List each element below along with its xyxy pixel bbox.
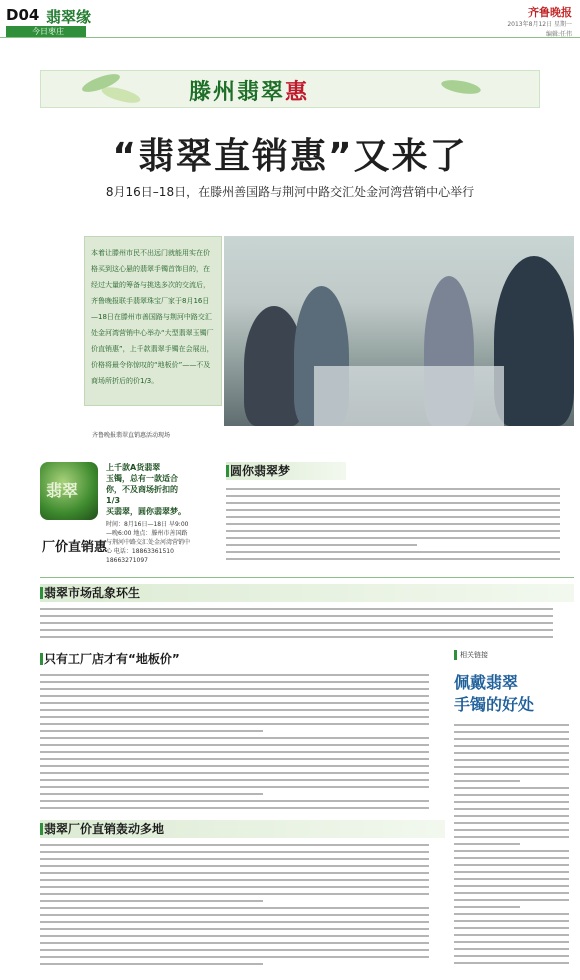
text-line — [454, 913, 569, 915]
text-line — [40, 928, 429, 930]
leaf-decoration — [100, 84, 142, 106]
text-line — [40, 622, 553, 624]
text-line — [226, 523, 560, 525]
dream-text — [226, 488, 574, 568]
headline: “翡翠直销惠”又来了 — [112, 136, 468, 177]
page-header — [0, 0, 580, 38]
text-line — [454, 738, 569, 740]
section-title-factory: 只有工厂店才有“地板价” — [40, 650, 240, 668]
text-line — [454, 934, 569, 936]
lead-box — [84, 236, 222, 406]
text-line — [454, 962, 569, 964]
text-line — [40, 786, 429, 788]
text-line — [454, 871, 569, 873]
chaos-text — [40, 608, 574, 644]
text-line — [40, 872, 429, 874]
text-line — [454, 899, 569, 901]
text-line — [454, 864, 569, 866]
text-line — [40, 716, 429, 718]
section-title-dream: 圆你翡翠梦 — [226, 462, 346, 480]
text-line — [40, 758, 429, 760]
text-line — [40, 688, 429, 690]
text-line — [40, 942, 429, 944]
text-line — [454, 920, 569, 922]
editor-line: 编辑:任伟 — [545, 31, 572, 38]
subheadline: 8月16日–18日，在滕州善国路与荆河中路交汇处金河湾营销中心举行 — [105, 185, 475, 199]
text-line — [454, 752, 569, 754]
jade-stone-label: 翡翠 — [46, 481, 79, 500]
text-line — [454, 955, 569, 957]
text-line — [454, 892, 569, 894]
text-line — [454, 850, 569, 852]
text-line — [226, 544, 417, 546]
text-line — [454, 857, 569, 859]
header-meta — [507, 20, 572, 40]
text-line — [40, 744, 429, 746]
text-line — [40, 709, 429, 711]
related-text — [454, 724, 574, 974]
text-line — [40, 935, 429, 937]
text-line — [40, 695, 429, 697]
text-line — [454, 885, 569, 887]
text-line — [40, 851, 429, 853]
photo-caption: 齐鲁晚报翡翠直销惠活动现场 — [92, 432, 171, 439]
text-line — [454, 941, 569, 943]
text-line — [40, 681, 429, 683]
section-name: 翡翠缘 — [46, 8, 92, 26]
text-line — [454, 927, 569, 929]
text-line — [40, 893, 429, 895]
text-line — [40, 765, 429, 767]
text-line — [40, 608, 553, 610]
text-line — [40, 730, 263, 732]
banner-title-a: 滕州 — [189, 79, 238, 105]
text-line — [40, 844, 429, 846]
text-line — [454, 724, 569, 726]
event-banner — [40, 70, 540, 108]
text-line — [40, 779, 429, 781]
text-line — [40, 636, 553, 638]
text-line — [40, 772, 429, 774]
text-line — [454, 878, 569, 880]
text-line — [40, 629, 553, 631]
text-line — [40, 737, 429, 739]
text-line — [40, 865, 429, 867]
text-line — [40, 615, 553, 617]
text-line — [40, 723, 429, 725]
lead-text: 本着让滕州市民不出远门就能用实在价格买到这心悬的翡翠手镯首饰目的，在经过大量的筹备与挑选多次的交流后，齐鲁晚报联手翡翠珠宝厂家于8月16日—18日在滕州市善国路与荆河中路交汇处金河湾营销中心举办“大型翡翠玉镯厂价直销惠”，上千款翡翠手镯在会展出，价格将最令你惊叹的“地板价”——不及商场所折后的价1/3。 — [91, 249, 214, 385]
text-line — [40, 963, 263, 965]
text-line — [454, 808, 569, 810]
text-line — [40, 807, 429, 809]
section-sub: 今日枣庄 — [6, 26, 86, 37]
text-line — [226, 488, 560, 490]
text-line — [454, 801, 569, 803]
text-line — [40, 921, 429, 923]
date-line: 2013年8月12日 星期一 — [507, 21, 572, 28]
banner-title-b: 翡翠 — [237, 79, 286, 105]
ad-line: 上千款A货翡翠 — [106, 463, 161, 472]
text-line — [40, 949, 429, 951]
related-link-box — [454, 650, 574, 975]
event-photo — [224, 236, 574, 426]
text-line — [40, 800, 429, 802]
text-line — [226, 537, 560, 539]
ad-headline — [106, 462, 192, 517]
banner-title-c: 惠 — [285, 79, 310, 105]
text-line — [40, 702, 429, 704]
paper-logo: 齐鲁晚报 — [528, 6, 572, 19]
section-title-chaos: 翡翠市场乱象环生 — [40, 584, 574, 602]
text-line — [226, 551, 560, 553]
section-title-event: 翡翠厂价直销轰动多地 — [40, 820, 445, 838]
factory-text — [40, 674, 445, 814]
text-line — [454, 822, 569, 824]
text-line — [454, 787, 569, 789]
event-text — [40, 844, 445, 974]
text-line — [226, 558, 560, 560]
text-line — [454, 815, 569, 817]
text-line — [40, 907, 429, 909]
text-line — [454, 773, 569, 775]
text-line — [40, 858, 429, 860]
text-line — [226, 516, 560, 518]
text-line — [454, 759, 569, 761]
ad-line: 你，不及商场折扣的1/3 — [106, 485, 178, 505]
text-line — [454, 843, 520, 845]
related-title: 佩戴翡翠 手镯的好处 — [454, 673, 535, 714]
text-line — [40, 886, 429, 888]
ad-line: 玉镯，总有一款适合 — [106, 474, 178, 483]
text-line — [40, 914, 429, 916]
text-line — [454, 731, 569, 733]
text-line — [454, 745, 569, 747]
text-line — [454, 766, 569, 768]
text-line — [454, 794, 569, 796]
text-line — [40, 793, 263, 795]
text-line — [40, 900, 263, 902]
text-line — [226, 502, 560, 504]
text-line — [226, 509, 560, 511]
advert-block — [40, 462, 191, 566]
text-line — [454, 829, 569, 831]
ad-line: 买翡翠，圆你翡翠梦。 — [106, 507, 186, 516]
text-line — [454, 836, 569, 838]
text-line — [454, 780, 520, 782]
text-line — [454, 948, 569, 950]
related-tag: 相关链接 — [454, 650, 488, 660]
text-line — [454, 906, 520, 908]
text-line — [40, 879, 429, 881]
banner-title — [189, 75, 309, 106]
leaf-decoration — [440, 78, 481, 97]
text-line — [40, 956, 429, 958]
text-line — [226, 530, 560, 532]
page-number: D04 — [6, 6, 40, 24]
ad-slogan: 厂价直销惠 — [42, 540, 108, 555]
divider — [40, 577, 574, 578]
ad-info: 时间：8月16日—18日 早9:00—晚6:00 地点：滕州市善国路与荆河中路交汇处金河湾营销中心 电话：18863361510 18663271097 — [106, 521, 191, 564]
text-line — [40, 674, 429, 676]
text-line — [226, 495, 560, 497]
text-line — [40, 751, 429, 753]
